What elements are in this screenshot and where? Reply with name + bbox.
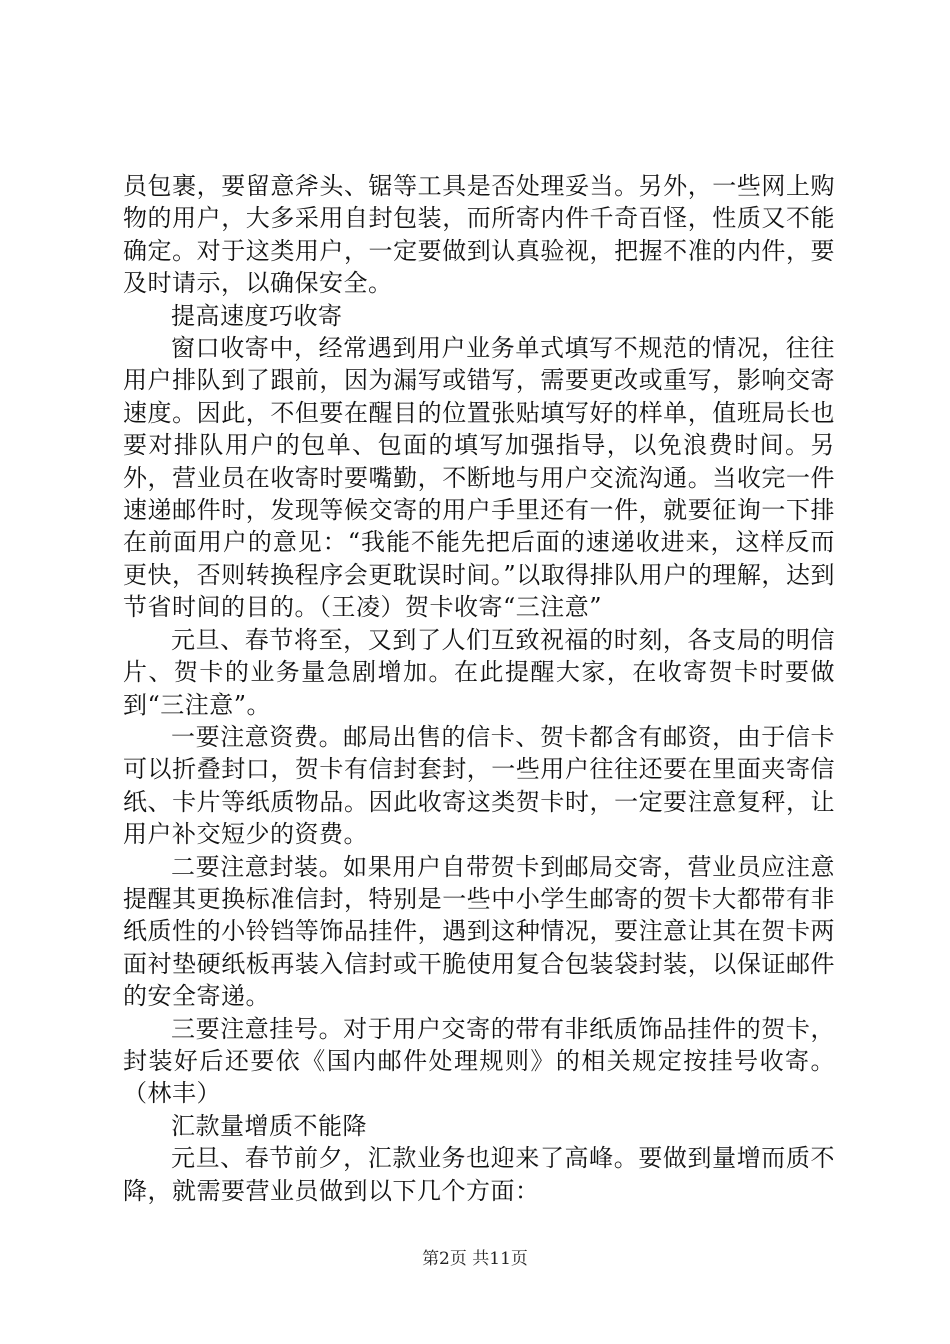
paragraph-7: 三要注意挂号。对于用户交寄的带有非纸质饰品挂件的贺卡，封装好后还要依《国内邮件处理规则》的相关规定按挂号收寄。（林丰） (123, 1014, 835, 1108)
paragraph-4: 元旦、春节将至，又到了人们互致祝福的时刻，各支局的明信片、贺卡的业务量急剧增加。在此提醒大家，在收寄贺卡时要做到“三注意”。 (123, 625, 835, 719)
paragraph-5: 一要注意资费。邮局出售的信卡、贺卡都含有邮资，由于信卡可以折叠封口，贺卡有信封套封，一些用户往往还要在里面夹寄信纸、卡片等纸质物品。因此收寄这类贺卡时，一定要注意复秤，让用户补交短少的资费。 (123, 722, 835, 849)
paragraph-9: 元旦、春节前夕，汇款业务也迎来了高峰。要做到量增而质不降，就需要营业员做到以下几个方面： (123, 1144, 835, 1205)
paragraph-3: 窗口收寄中，经常遇到用户业务单式填写不规范的情况，往往用户排队到了跟前，因为漏写或错写，需要更改或重写，影响交寄速度。因此，不但要在醒目的位置张贴填写好的样单，值班局长也要对排队用户的包单、包面的填写加强指导，以免浪费时间。另外，营业员在收寄时要嘴勤，不断地与用户交流沟通。当收完一件速递邮件时，发现等候交寄的用户手里还有一件，就要征询一下排在前面用户的意见：“我能不能先把后面的速递收进来，这样反而更快，否则转换程序会更耽误时间。”以取得排队用户的理解，达到节省时间的目的。（王凌）贺卡收寄“三注意” (123, 334, 835, 622)
paragraph-heading-speed: 提高速度巧收寄 (171, 301, 343, 330)
paragraph-6: 二要注意封装。如果用户自带贺卡到邮局交寄，营业员应注意提醒其更换标准信封，特别是一些中小学生邮寄的贺卡大都带有非纸质性的小铃铛等饰品挂件，遇到这种情况，要注意让其在贺卡两面衬垫硬纸板再装入信封或干脆使用复合包装袋封装，以保证邮件的安全寄递。 (123, 852, 835, 1011)
page-footer: 第2页 共11页 (422, 1249, 528, 1269)
paragraph-heading-remittance: 汇款量增质不能降 (171, 1111, 367, 1140)
paragraph-1: 员包裹，要留意斧头、锯等工具是否处理妥当。另外，一些网上购物的用户，大多采用自封包装，而所寄内件千奇百怪，性质又不能确定。对于这类用户，一定要做到认真验视，把握不准的内件，要及时请示，以确保安全。 (123, 172, 835, 298)
document-body (123, 170, 835, 1207)
